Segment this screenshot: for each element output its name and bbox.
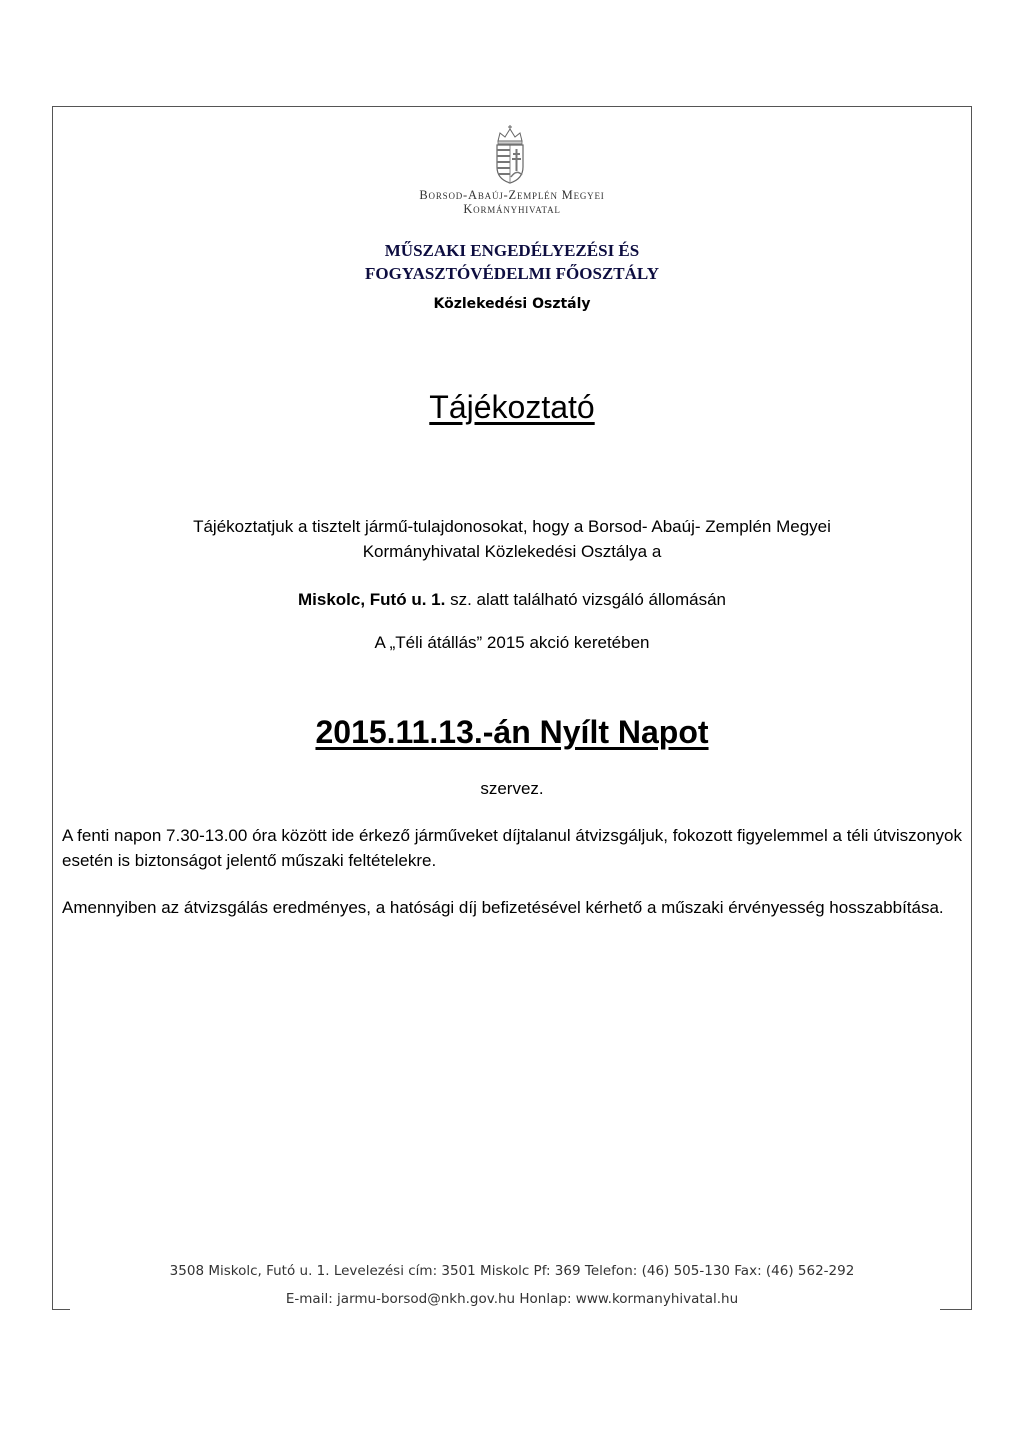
department-name-line1: MŰSZAKI ENGEDÉLYEZÉSI ÉS (384, 241, 640, 260)
page-border (52, 106, 972, 1310)
event-title: 2015.11.13.-án Nyílt Napot (315, 714, 709, 750)
agency-name-line2: Kormányhivatal (463, 202, 561, 216)
intro-line-1: Tájékoztatjuk a tisztelt jármű-tulajdonosokat, hogy a Borsod- Abaúj- Zemplén Megyei (193, 517, 831, 536)
paragraph-schedule: A fenti napon 7.30-13.00 óra között ide érkező járműveket díjtalanul átvizsgáljuk, fokozott figyelemmel a téli útviszonyok esetén is biztonságot jelentő műszaki feltételekre. (62, 826, 962, 870)
footer-contact-line: 3508 Miskolc, Futó u. 1. Levelezési cím: 3501 Miskolc Pf: 369 Telefon: (46) 505-130 Fax: (46) 562-292 (169, 1263, 855, 1279)
action-line: A „Téli átállás” 2015 akció keretében (374, 633, 650, 652)
page-border-bottom-right (940, 1309, 972, 1310)
intro-line-2: Kormányhivatal Közlekedési Osztálya a (362, 542, 662, 561)
page-border-bottom-left (52, 1309, 70, 1310)
address-line (0, 590, 1024, 610)
footer-web-line: E-mail: jarmu-borsod@nkh.gov.hu Honlap: www.kormanyhivatal.hu (285, 1291, 739, 1307)
section-name: Közlekedési Osztály (433, 296, 591, 312)
document-title: Tájékoztató (429, 389, 595, 425)
address-rest: sz. alatt található vizsgáló állomásán (445, 590, 726, 609)
department-name-line2: FOGYASZTÓVÉDELMI FŐOSZTÁLY (365, 264, 659, 283)
agency-name-line1: Borsod-Abaúj-Zemplén Megyei (419, 188, 605, 202)
organizes-text: szervez. (480, 779, 544, 798)
paragraph-validity: Amennyiben az átvizsgálás eredményes, a hatósági díj befizetésével kérhető a műszaki érvényesség hosszabbítása. (62, 898, 944, 917)
hungarian-coat-of-arms-icon (490, 125, 530, 185)
address-bold: Miskolc, Futó u. 1. (297, 590, 446, 609)
